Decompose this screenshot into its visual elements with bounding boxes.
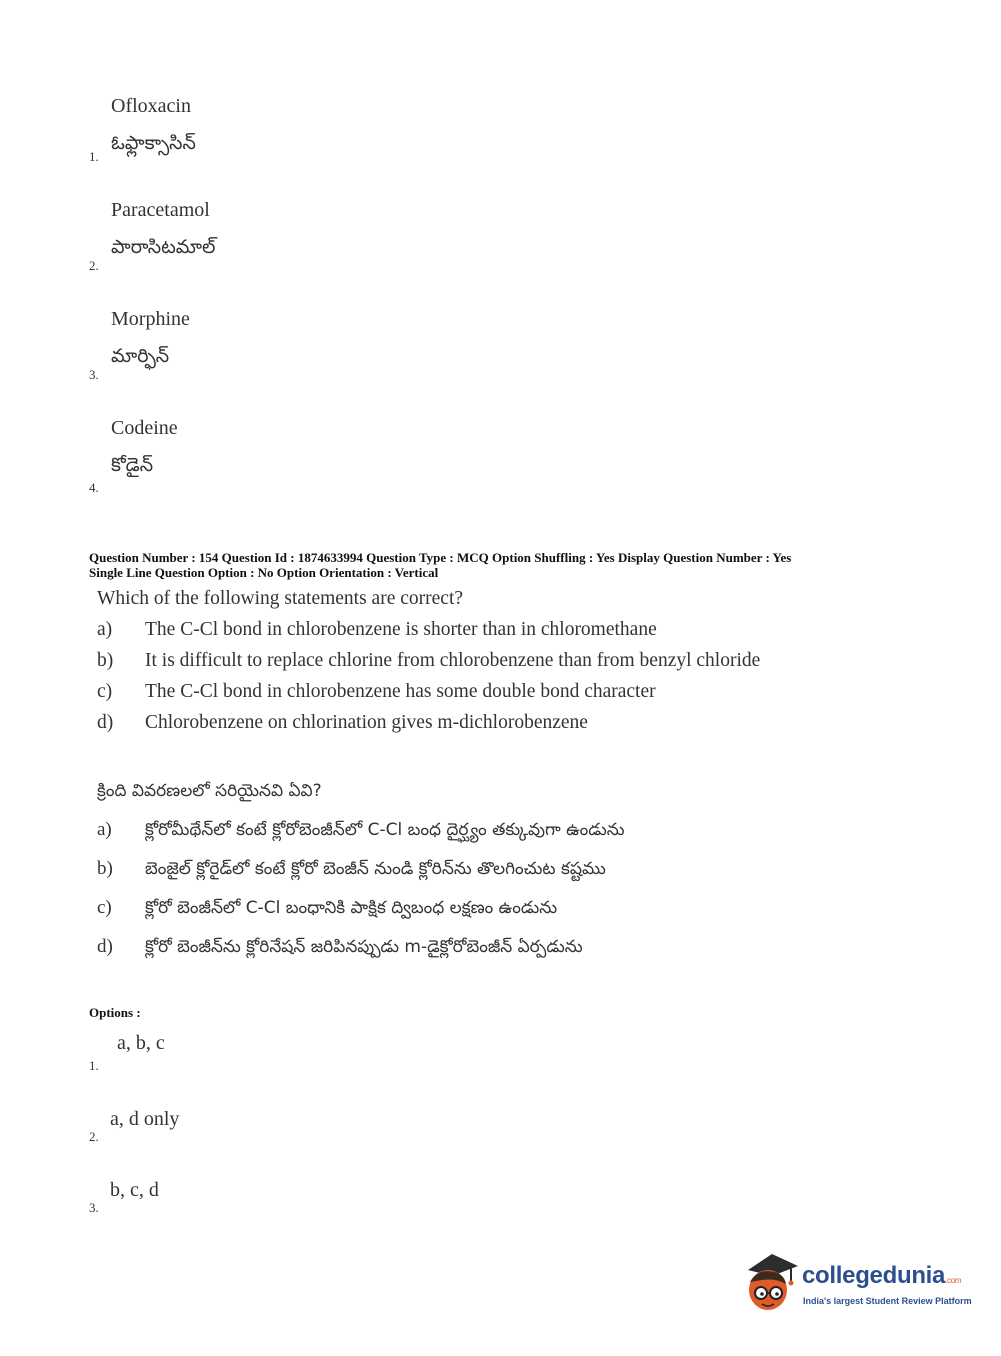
- statement-label: c): [97, 681, 113, 702]
- mascot-icon: [740, 1248, 802, 1314]
- answer-option-number: 2.: [89, 1129, 99, 1144]
- statement-label: c): [97, 897, 112, 918]
- statement-text: బెంజైల్ క్లోరైడ్‌లో కంటే క్లోరో బెంజీన్ నుండి క్లోరిన్‌ను తొలగించుట కష్టము: [145, 859, 606, 879]
- statement-english: [97, 619, 657, 641]
- answer-option-number: 3.: [89, 1200, 99, 1215]
- statement-text: It is difficult to replace chlorine from chlorobenzene than from benzyl chloride: [145, 650, 761, 671]
- statement-label: d): [97, 712, 114, 733]
- statement-label: d): [97, 936, 113, 957]
- option-number: 2.: [89, 258, 99, 273]
- answer-option-number: 1.: [89, 1058, 99, 1073]
- logo-tagline: India's largest Student Review Platform: [803, 1296, 972, 1306]
- answer-option-text: a, d only: [110, 1108, 180, 1130]
- statement-label: b): [97, 858, 113, 879]
- answer-option-text: a, b, c: [117, 1032, 165, 1054]
- collegedunia-logo: [740, 1248, 980, 1318]
- logo-wordmark: [802, 1262, 961, 1290]
- option-telugu: ఓఫ్లాక్సాసిన్: [111, 132, 196, 154]
- statement-text: క్లోరో బెంజీన్‌ను క్లోరినేషన్ జరిపినప్పుడు m-డైక్లోరోబెంజీన్ ఏర్పడును: [145, 937, 583, 957]
- statement-label: a): [97, 619, 113, 640]
- question-prompt-english: Which of the following statements are correct?: [97, 588, 464, 609]
- statement-telugu: [97, 858, 606, 883]
- option-telugu: పారాసిటమాల్: [111, 236, 216, 258]
- question-meta-line2: Single Line Question Option : No Option Orientation : Vertical: [89, 565, 439, 580]
- logo-name: collegedunia: [802, 1262, 946, 1289]
- statement-label: b): [97, 650, 114, 671]
- option-number: 1.: [89, 149, 99, 164]
- option-telugu: కోడైన్: [111, 454, 154, 476]
- option-number: 3.: [89, 367, 99, 382]
- options-heading: Options :: [89, 1005, 141, 1020]
- logo-suffix: .com: [945, 1276, 962, 1285]
- question-prompt-telugu: క్రింది వివరణలలో సరియైనవి ఏవి?: [97, 781, 322, 801]
- statement-label: a): [97, 819, 112, 840]
- statement-text: Chlorobenzene on chlorination gives m-dichlorobenzene: [145, 712, 588, 733]
- option-english: Codeine: [111, 417, 178, 439]
- statement-telugu: [97, 819, 625, 844]
- statement-telugu: [97, 936, 583, 961]
- question-meta-line1: Question Number : 154 Question Id : 1874633994 Question Type : MCQ Option Shuffling : Yes Display Question Number : Yes: [89, 550, 792, 565]
- statement-english: [97, 650, 760, 672]
- statement-text: క్లోరోమీథేన్‌లో కంటే క్లోరోబెంజీన్‌లో C-Cl బంధ దైర్ఘ్యం తక్కువుగా ఉండును: [145, 820, 625, 840]
- statement-english: [97, 681, 656, 703]
- option-telugu: మార్ఫిన్: [111, 345, 170, 367]
- statement-english: [97, 712, 588, 734]
- statement-text: The C-Cl bond in chlorobenzene is shorter than in chloromethane: [145, 619, 657, 640]
- option-english: Paracetamol: [111, 199, 210, 221]
- statement-text: The C-Cl bond in chlorobenzene has some double bond character: [145, 681, 656, 702]
- statement-telugu: [97, 897, 557, 922]
- statement-text: క్లోరో బెంజీన్‌లో C-Cl బంధానికి పాక్షిక ద్విబంధ లక్షణం ఉండును: [145, 898, 558, 918]
- answer-option-text: b, c, d: [110, 1179, 159, 1201]
- option-number: 4.: [89, 480, 99, 495]
- option-english: Morphine: [111, 308, 190, 330]
- option-english: Ofloxacin: [111, 95, 191, 117]
